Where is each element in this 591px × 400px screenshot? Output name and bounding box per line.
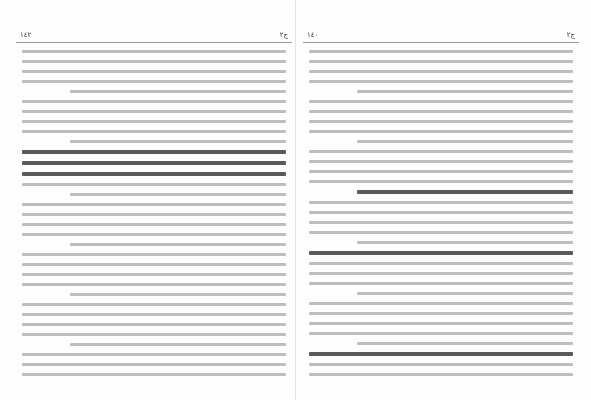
text-line — [309, 120, 573, 123]
text-line — [357, 241, 573, 244]
page-header — [303, 30, 579, 40]
text-line — [22, 263, 286, 266]
text-line — [22, 100, 286, 103]
text-line — [357, 140, 573, 143]
header-rule — [16, 42, 292, 43]
page-number: ١٤٢ — [20, 31, 32, 39]
section-marker: ج٢ — [279, 31, 288, 39]
text-line — [22, 60, 286, 63]
text-line — [357, 190, 573, 194]
text-line — [22, 283, 286, 286]
text-line — [309, 262, 573, 265]
text-line — [309, 231, 573, 234]
text-line — [22, 373, 286, 376]
text-line — [309, 130, 573, 133]
text-line — [309, 302, 573, 305]
text-line — [309, 352, 573, 356]
text-line — [309, 363, 573, 366]
text-line — [357, 342, 573, 345]
text-line — [309, 100, 573, 103]
right-page — [303, 0, 579, 400]
text-line — [22, 50, 286, 53]
text-line — [70, 343, 286, 346]
text-line — [22, 273, 286, 276]
text-line — [309, 211, 573, 214]
text-line — [22, 233, 286, 236]
text-line — [22, 213, 286, 216]
text-line — [309, 170, 573, 173]
text-line — [22, 303, 286, 306]
text-line — [70, 193, 286, 196]
text-block — [309, 50, 573, 383]
text-line — [309, 282, 573, 285]
text-line — [22, 130, 286, 133]
text-line — [22, 120, 286, 123]
text-line — [22, 313, 286, 316]
text-line — [22, 363, 286, 366]
text-line — [70, 293, 286, 296]
text-line — [22, 353, 286, 356]
text-line — [357, 292, 573, 295]
text-line — [309, 272, 573, 275]
text-line — [309, 160, 573, 163]
text-line — [22, 161, 286, 165]
text-line — [309, 312, 573, 315]
text-line — [22, 253, 286, 256]
text-line — [22, 80, 286, 83]
text-line — [309, 70, 573, 73]
text-line — [309, 60, 573, 63]
text-line — [309, 322, 573, 325]
text-line — [22, 333, 286, 336]
text-line — [22, 110, 286, 113]
text-line — [22, 172, 286, 176]
text-line — [309, 251, 573, 255]
text-line — [70, 140, 286, 143]
text-line — [309, 221, 573, 224]
text-line — [309, 80, 573, 83]
text-line — [22, 183, 286, 186]
text-line — [309, 332, 573, 335]
text-line — [70, 243, 286, 246]
text-line — [309, 150, 573, 153]
text-line — [70, 90, 286, 93]
text-line — [309, 50, 573, 53]
page-number: ١٤٠ — [307, 31, 319, 39]
text-line — [22, 203, 286, 206]
left-page — [16, 0, 292, 400]
text-line — [309, 201, 573, 204]
section-marker: ج٢ — [566, 31, 575, 39]
text-line — [309, 180, 573, 183]
text-block — [22, 50, 286, 383]
text-line — [357, 90, 573, 93]
book-gutter — [295, 0, 296, 400]
text-line — [22, 150, 286, 154]
text-line — [22, 70, 286, 73]
header-rule — [303, 42, 579, 43]
text-line — [309, 110, 573, 113]
text-line — [309, 373, 573, 376]
text-line — [22, 323, 286, 326]
page-header — [16, 30, 292, 40]
text-line — [22, 223, 286, 226]
